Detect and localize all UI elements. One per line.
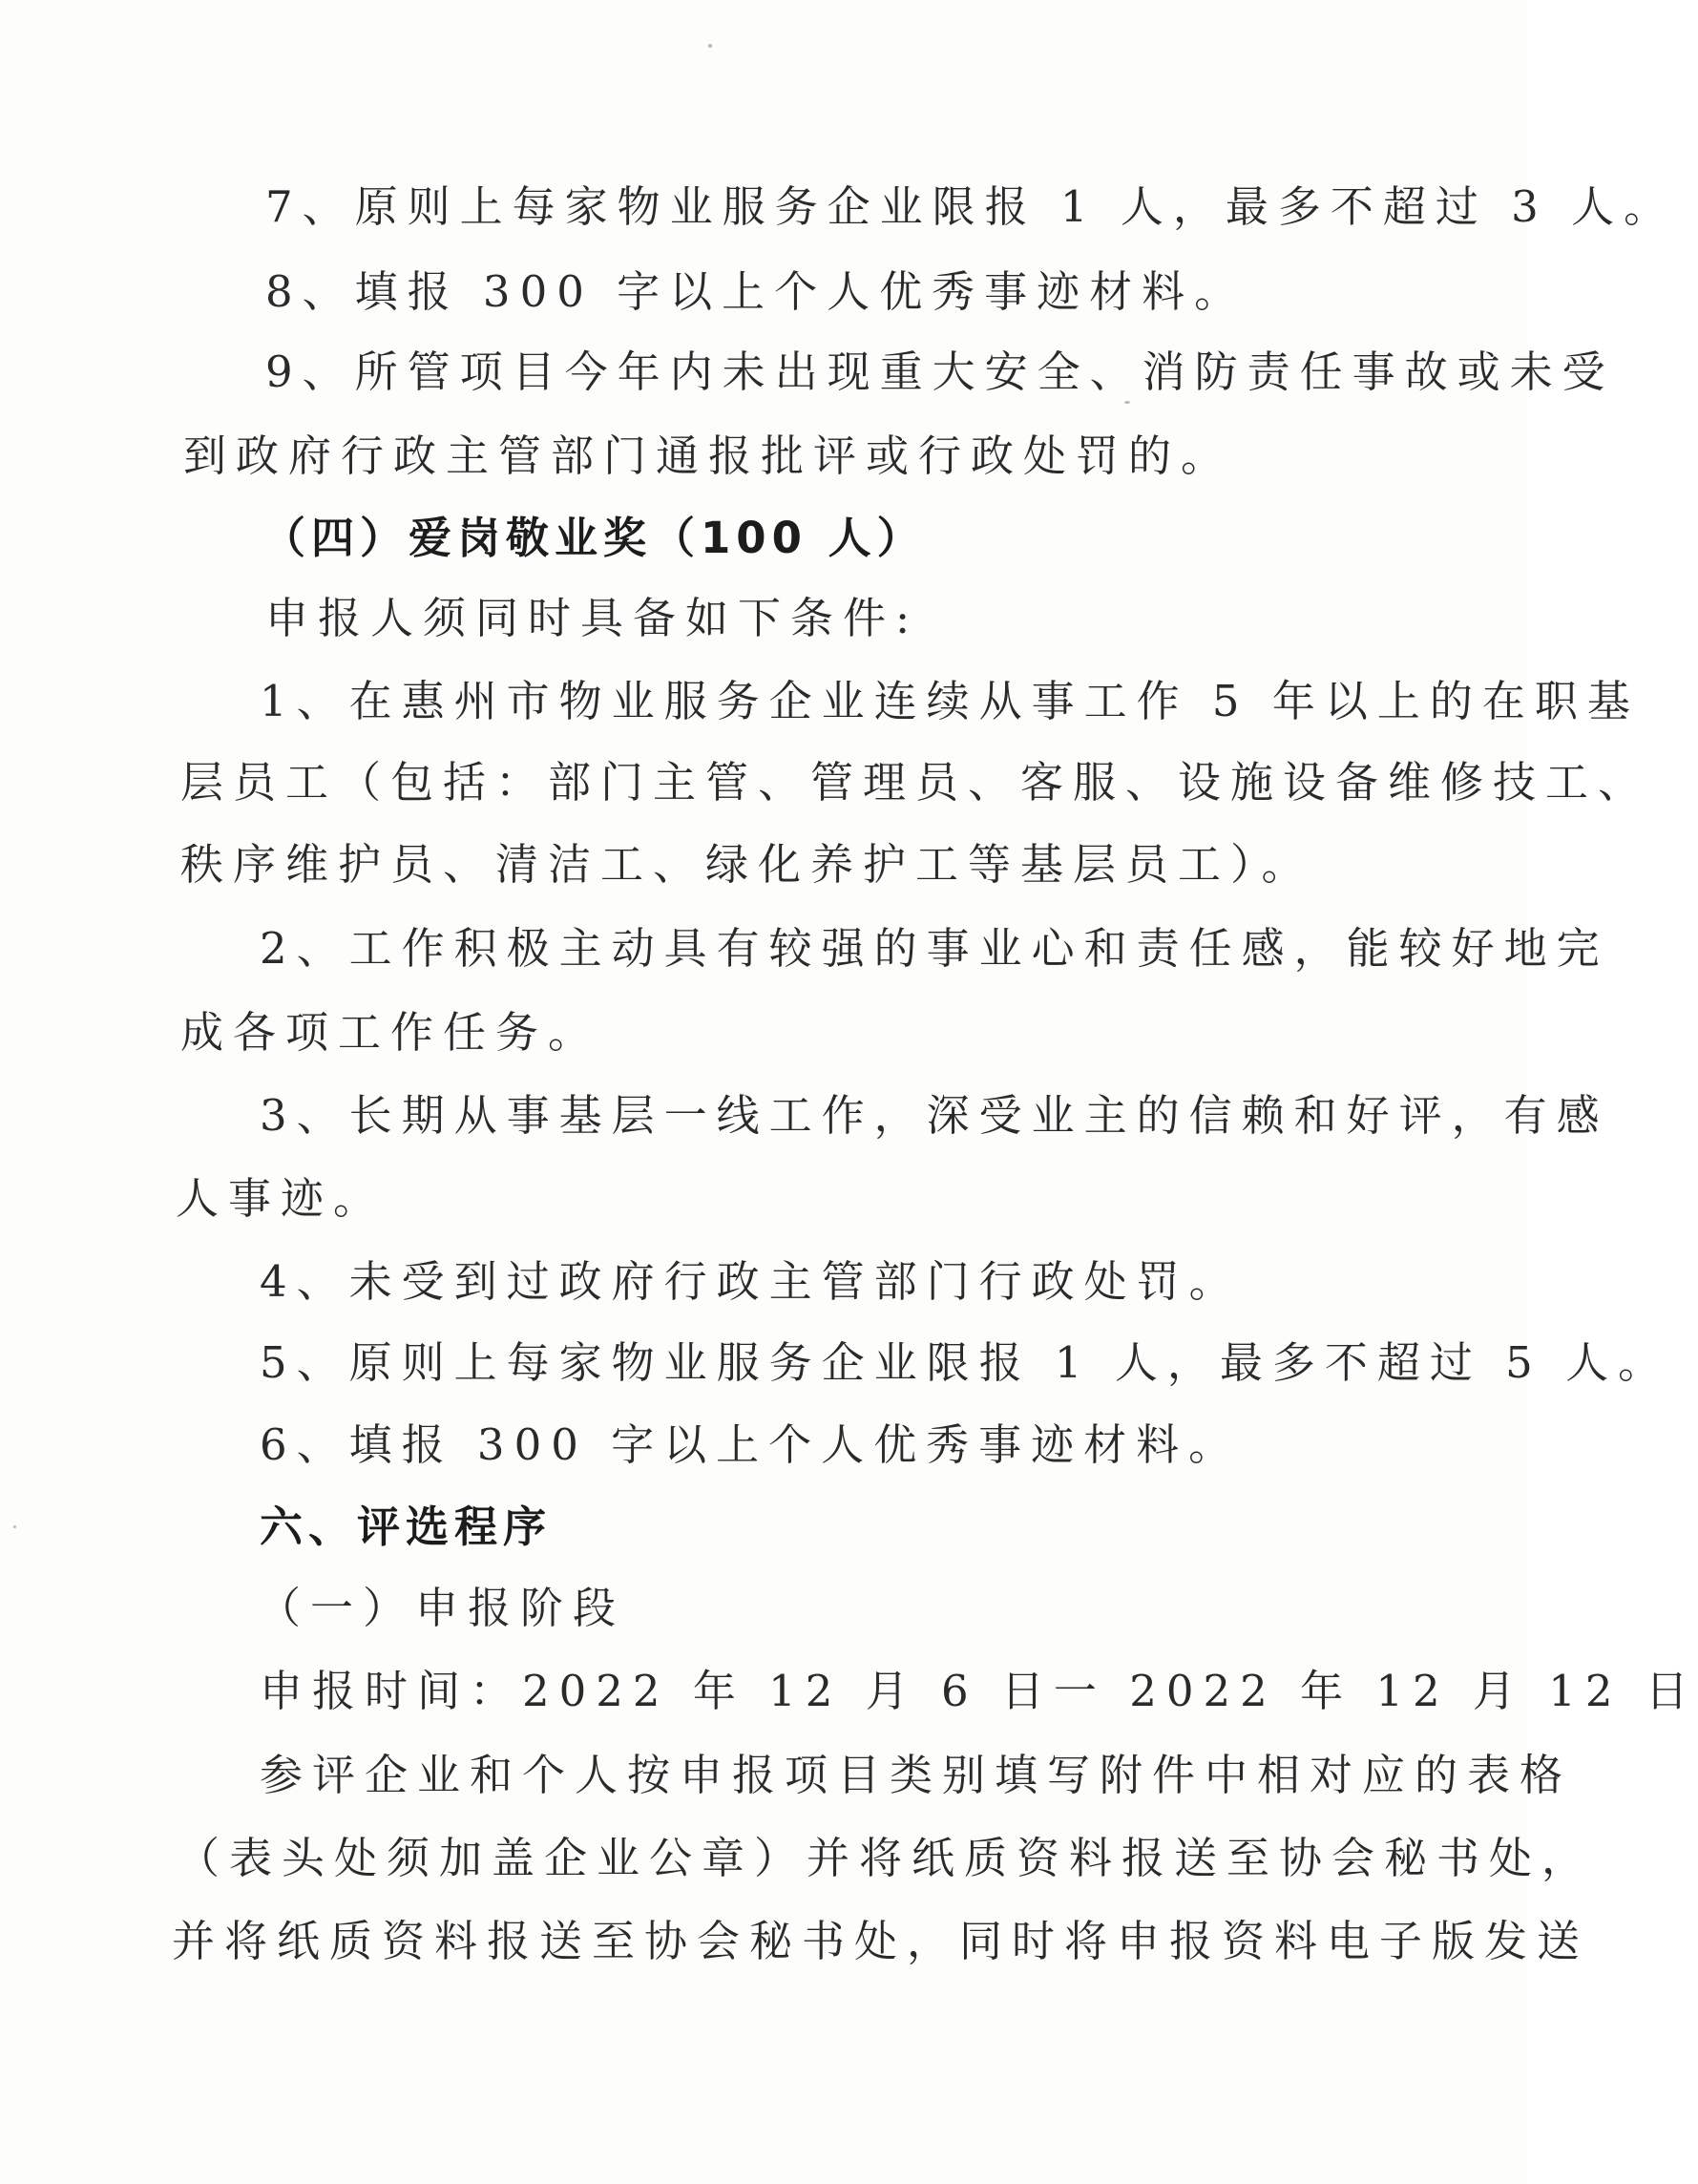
scan-speck bbox=[708, 44, 712, 48]
item-8-line: 8、填报 300 字以上个人优秀事迹材料。 bbox=[265, 266, 1247, 317]
procedure-paragraph-line-1: 参评企业和个人按申报项目类别填写附件中相对应的表格 bbox=[260, 1750, 1573, 1800]
condition-2-line-1: 2、工作积极主动具有较强的事业心和责任感，能较好地完 bbox=[260, 923, 1609, 974]
condition-5-line: 5、原则上每家物业服务企业限报 1 人，最多不超过 5 人。 bbox=[260, 1337, 1671, 1388]
conditions-intro: 申报人须同时具备如下条件: bbox=[265, 593, 920, 643]
item-7-line: 7、原则上每家物业服务企业限报 1 人，最多不超过 3 人。 bbox=[265, 181, 1677, 232]
condition-1-line-3: 秩序维护员、清洁工、绿化养护工等基层员工）。 bbox=[180, 839, 1314, 890]
scan-speck bbox=[1124, 401, 1130, 404]
condition-2-line-2: 成各项工作任务。 bbox=[180, 1007, 601, 1058]
subsection-heading-application-stage: （一）申报阶段 bbox=[258, 1583, 626, 1633]
application-period: 申报时间：2022 年 12 月 6 日一 2022 年 12 月 12 日 bbox=[260, 1666, 1698, 1716]
condition-6-line: 6、填报 300 字以上个人优秀事迹材料。 bbox=[260, 1419, 1242, 1470]
section-heading-selection-procedure: 六、评选程序 bbox=[260, 1502, 553, 1552]
condition-1-line-1: 1、在惠州市物业服务企业连续从事工作 5 年以上的在职基 bbox=[260, 676, 1640, 726]
scan-speck bbox=[13, 1525, 16, 1528]
procedure-paragraph-line-2: （表头处须加盖企业公章）并将纸质资料报送至协会秘书处， bbox=[177, 1833, 1595, 1883]
condition-1-line-2: 层员工（包括：部门主管、管理员、客服、设施设备维修技工、 bbox=[180, 757, 1651, 808]
section-heading-dedication-award: （四）爱岗敬业奖（100 人） bbox=[262, 513, 926, 563]
item-9-line-1: 9、所管项目今年内未出现重大安全、消防责任事故或未受 bbox=[265, 346, 1615, 397]
procedure-paragraph-line-3: 并将纸质资料报送至协会秘书处，同时将申报资料电子版发送 bbox=[172, 1916, 1590, 1966]
item-9-line-2: 到政府行政主管部门通报批评或行政处罚的。 bbox=[183, 430, 1234, 481]
condition-4-line: 4、未受到过政府行政主管部门行政处罚。 bbox=[260, 1256, 1242, 1307]
condition-3-line-1: 3、长期从事基层一线工作，深受业主的信赖和好评，有感 bbox=[260, 1090, 1609, 1141]
condition-3-line-2: 人事迹。 bbox=[176, 1173, 387, 1224]
